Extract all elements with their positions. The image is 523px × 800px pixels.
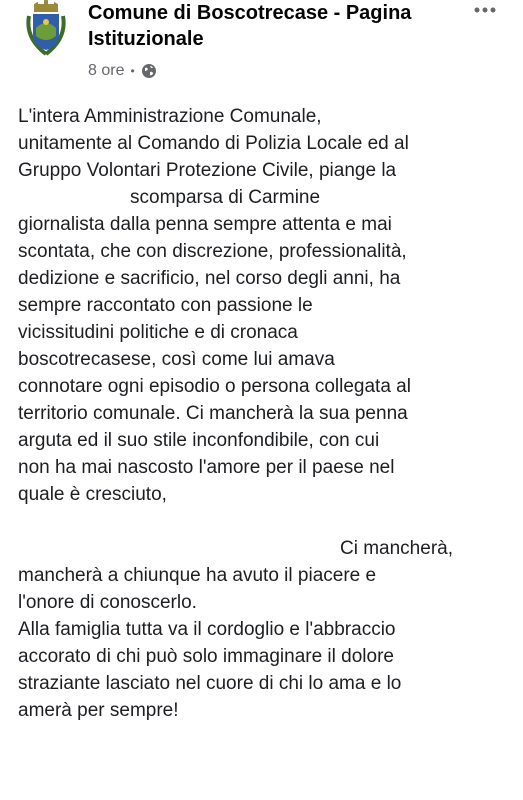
more-options-button[interactable] xyxy=(472,2,498,18)
post-line: sempre raccontato con passione le xyxy=(18,295,313,316)
post-line: Alla famiglia tutta va il cordoglio e l'abbraccio xyxy=(18,619,396,640)
post-line: dedizione e sacrificio, nel corso degli anni, ha xyxy=(18,268,401,289)
post-line: quale è cresciuto, xyxy=(18,484,167,505)
post-line: territorio comunale. Ci mancherà la sua penna xyxy=(18,403,408,424)
avatar[interactable] xyxy=(23,0,69,58)
post-line: boscotrecasese, così come lui amava xyxy=(18,349,335,370)
page-name[interactable] xyxy=(88,0,468,52)
post-line: accorato di chi può solo immaginare il dolore xyxy=(18,646,394,667)
post-line: connotare ogni episodio o persona collegata al xyxy=(18,376,411,397)
post-line: scomparsa di Carmine xyxy=(130,187,321,208)
post-line: unitamente al Comando di Polizia Locale ed al xyxy=(18,133,409,154)
more-options-icon xyxy=(472,2,498,18)
globe-icon xyxy=(141,63,157,79)
post-line: L'intera Amministrazione Comunale, xyxy=(18,106,322,127)
post-meta xyxy=(88,60,157,82)
post-line: giornalista dalla penna sempre attenta e mai xyxy=(18,214,392,235)
timestamp-link[interactable]: 8 ore xyxy=(88,62,125,79)
page-name-line-2: Istituzionale xyxy=(88,28,204,50)
post-line: scontata, che con discrezione, professionalità, xyxy=(18,241,407,262)
post-line: Gruppo Volontari Protezione Civile, piange la xyxy=(18,160,397,181)
post-line: Ci mancherà, xyxy=(340,538,453,559)
post-header xyxy=(0,0,523,90)
post-text xyxy=(18,103,518,724)
separator: • xyxy=(130,64,135,78)
post-line: vicissitudini politiche e di cronaca xyxy=(18,322,298,343)
page-name-line-1: Comune di Boscotrecase - Pagina xyxy=(88,2,412,24)
post-line: amerà per sempre! xyxy=(18,700,179,721)
post-line: mancherà a chiunque ha avuto il piacere e xyxy=(18,565,377,586)
post-line: l'onore di conoscerlo. xyxy=(18,592,197,613)
post-line: straziante lasciato nel cuore di chi lo ama e lo xyxy=(18,673,402,694)
coat-of-arms-icon xyxy=(23,0,69,58)
post-line: arguta ed il suo stile inconfondibile, con cui xyxy=(18,430,380,451)
redacted-line xyxy=(18,508,518,535)
post-line: non ha mai nascosto l'amore per il paese nel xyxy=(18,457,395,478)
